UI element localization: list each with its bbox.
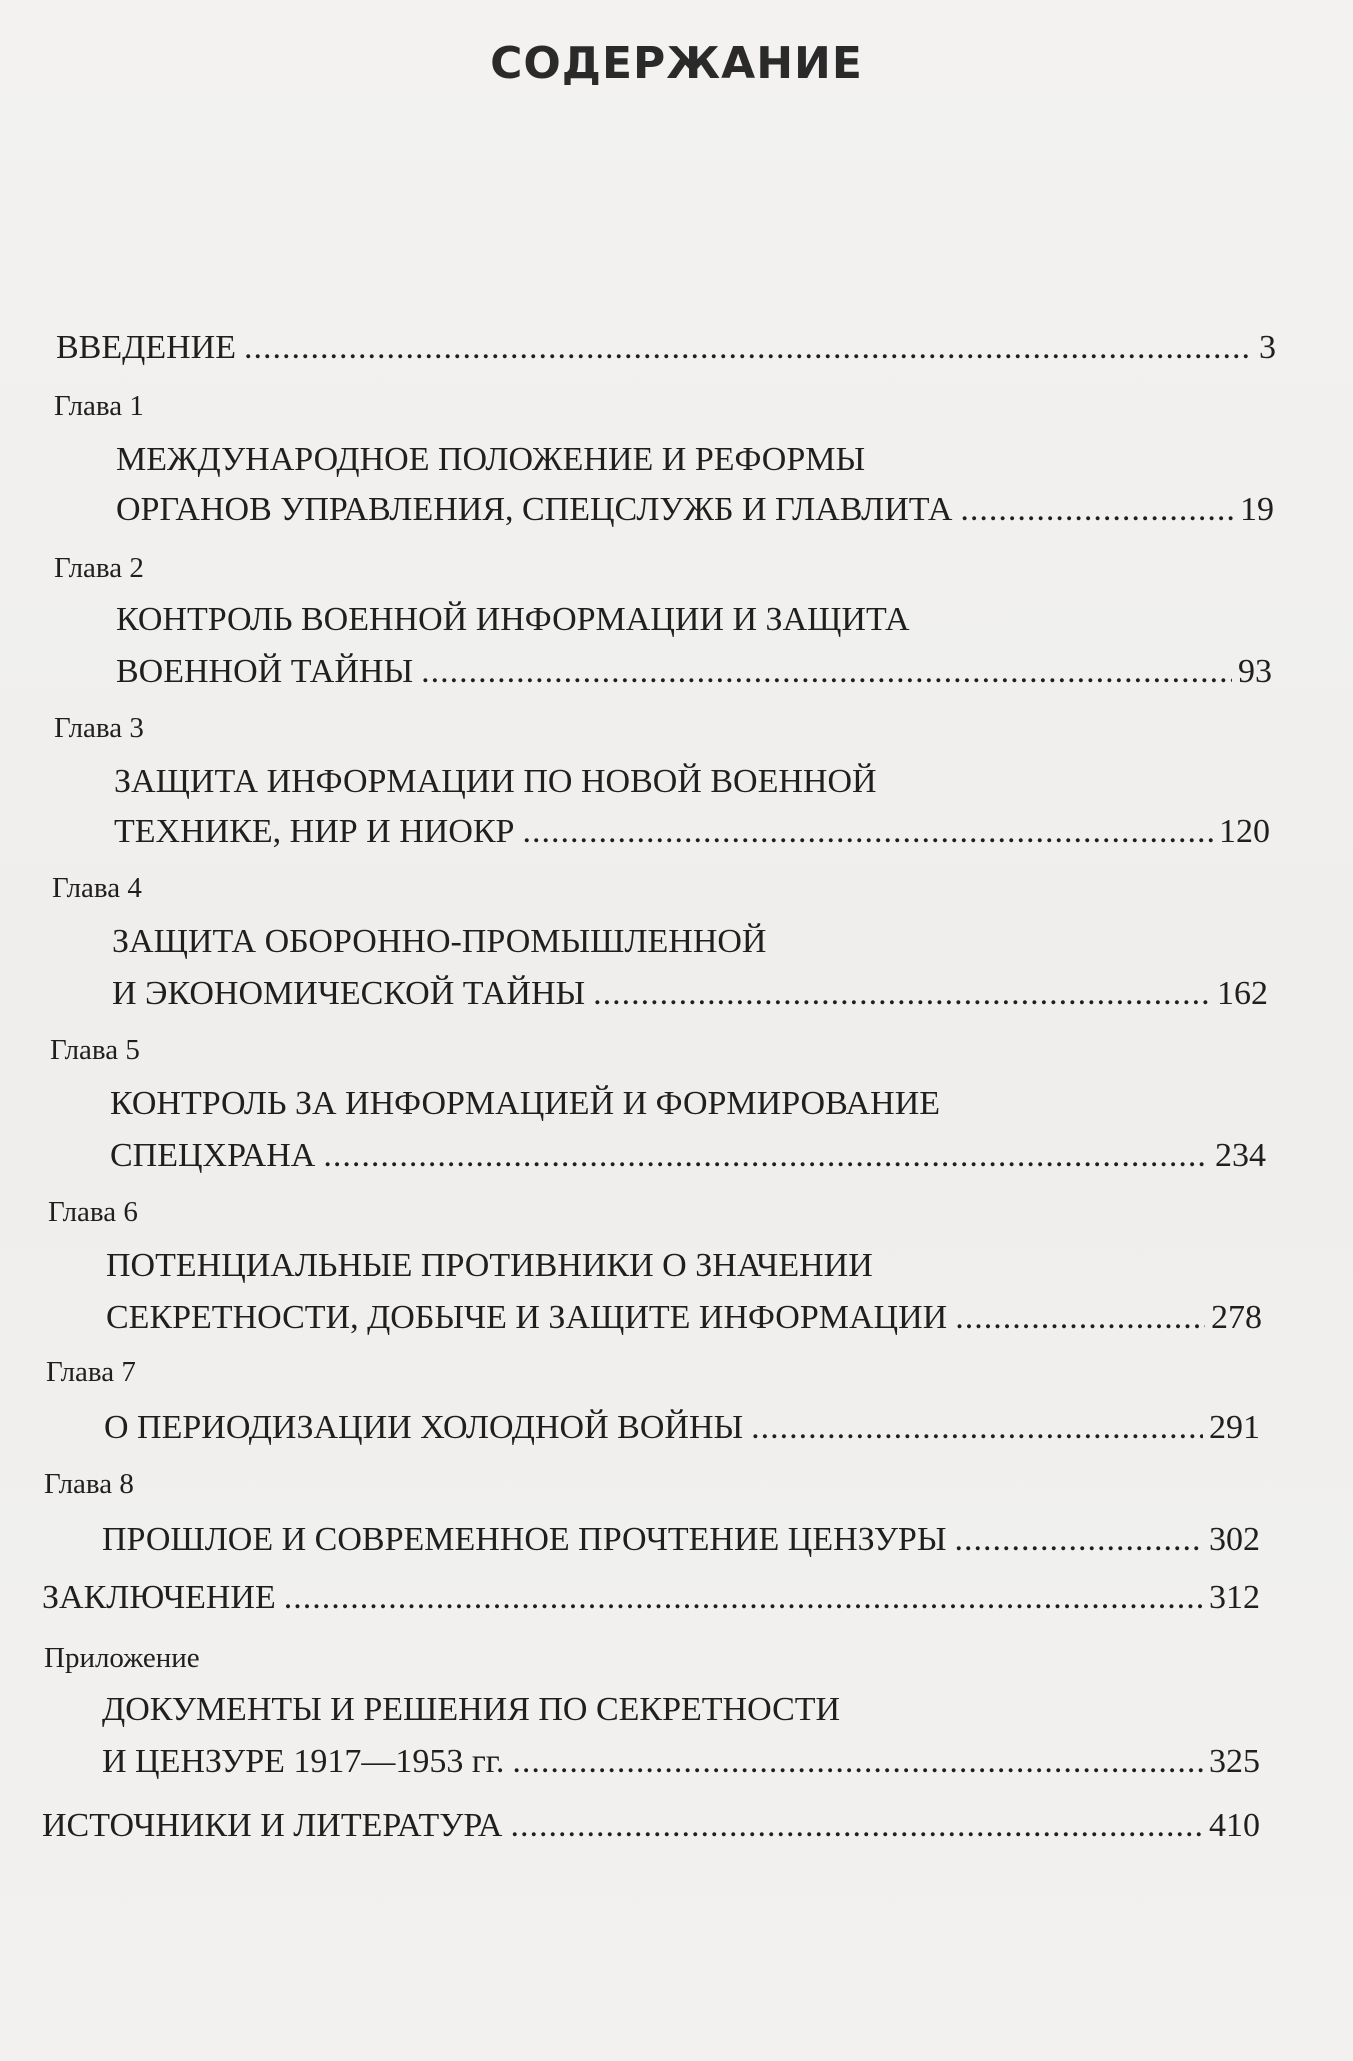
toc-page-number: 302: [1209, 1521, 1260, 1558]
chapter-title-3-line1: ЗАЩИТА ИНФОРМАЦИИ ПО НОВОЙ ВОЕННОЙ: [114, 763, 877, 800]
toc-page-number: 410: [1209, 1807, 1260, 1844]
toc-entry-appendix[interactable]: [102, 1742, 1260, 1782]
chapter-label-2: Глава 2: [54, 552, 144, 584]
chapter-title-4-line1: ЗАЩИТА ОБОРОННО-ПРОМЫШЛЕННОЙ: [112, 923, 767, 960]
chapter-title-8: ПРОШЛОЕ И СОВРЕМЕННОЕ ПРОЧТЕНИЕ ЦЕНЗУРЫ: [102, 1521, 947, 1558]
chapter-title-3-line2: ТЕХНИКЕ, НИР И НИОКР: [114, 813, 515, 850]
chapter-label-4: Глава 4: [52, 872, 142, 904]
leader-dots: [284, 1578, 1203, 1618]
appendix-title-line1: ДОКУМЕНТЫ И РЕШЕНИЯ ПО СЕКРЕТНОСТИ: [102, 1691, 841, 1728]
page-title: СОДЕРЖАНИЕ: [490, 38, 863, 89]
chapter-title-6-line1: ПОТЕНЦИАЛЬНЫЕ ПРОТИВНИКИ О ЗНАЧЕНИИ: [106, 1247, 873, 1284]
chapter-title-2-line2: ВОЕННОЙ ТАЙНЫ: [116, 653, 414, 690]
leader-dots: [244, 328, 1253, 368]
leader-dots: [510, 1806, 1203, 1846]
chapter-label-6: Глава 6: [48, 1196, 138, 1228]
toc-page-number: 162: [1217, 975, 1268, 1012]
toc-entry-chapter-1[interactable]: [116, 490, 1274, 530]
toc-entry-intro[interactable]: [56, 328, 1276, 368]
toc-page-number: 234: [1215, 1137, 1266, 1174]
toc-entry-conclusion[interactable]: [42, 1578, 1260, 1618]
toc-page-number: 312: [1209, 1579, 1260, 1616]
toc-entry-chapter-3[interactable]: [114, 812, 1270, 852]
toc-entry-title: ЗАКЛЮЧЕНИЕ: [42, 1579, 276, 1616]
leader-dots: [512, 1742, 1203, 1782]
toc-page-number: 291: [1209, 1409, 1260, 1446]
chapter-title-1-line1: МЕЖДУНАРОДНОЕ ПОЛОЖЕНИЕ И РЕФОРМЫ: [116, 441, 866, 478]
toc-entry-sources[interactable]: [42, 1806, 1260, 1846]
toc-entry-chapter-8[interactable]: [102, 1520, 1260, 1560]
leader-dots: [323, 1136, 1209, 1176]
toc-page-number: 278: [1211, 1299, 1262, 1336]
toc-page-number: 325: [1209, 1743, 1260, 1780]
leader-dots: [955, 1298, 1205, 1338]
leader-dots: [954, 1520, 1203, 1560]
toc-page-number: 120: [1219, 813, 1270, 850]
chapter-title-1-line2: ОРГАНОВ УПРАВЛЕНИЯ, СПЕЦСЛУЖБ И ГЛАВЛИТА: [116, 491, 953, 528]
leader-dots: [421, 652, 1232, 692]
chapter-label-1: Глава 1: [54, 390, 144, 422]
appendix-title-line2: И ЦЕНЗУРЕ 1917—1953 гг.: [102, 1743, 505, 1780]
toc-entry-chapter-4[interactable]: [112, 974, 1268, 1014]
toc-page-number: 19: [1240, 491, 1274, 528]
toc-entry-chapter-5[interactable]: [110, 1136, 1266, 1176]
chapter-title-2-line1: КОНТРОЛЬ ВОЕННОЙ ИНФОРМАЦИИ И ЗАЩИТА: [116, 601, 910, 638]
leader-dots: [522, 812, 1213, 852]
chapter-label-7: Глава 7: [46, 1356, 136, 1388]
leader-dots: [960, 490, 1234, 530]
toc-entry-chapter-6[interactable]: [106, 1298, 1262, 1338]
leader-dots: [593, 974, 1211, 1014]
chapter-title-5-line2: СПЕЦХРАНА: [110, 1137, 316, 1174]
chapter-title-4-line2: И ЭКОНОМИЧЕСКОЙ ТАЙНЫ: [112, 975, 586, 1012]
toc-entry-title: ИСТОЧНИКИ И ЛИТЕРАТУРА: [42, 1807, 503, 1844]
chapter-label-3: Глава 3: [54, 712, 144, 744]
toc-page-number: 93: [1238, 653, 1272, 690]
toc-page-number: 3: [1259, 329, 1276, 366]
chapter-title-7: О ПЕРИОДИЗАЦИИ ХОЛОДНОЙ ВОЙНЫ: [104, 1409, 744, 1446]
chapter-label-8: Глава 8: [44, 1468, 134, 1500]
chapter-label-5: Глава 5: [50, 1034, 140, 1066]
chapter-title-6-line2: СЕКРЕТНОСТИ, ДОБЫЧЕ И ЗАЩИТЕ ИНФОРМАЦИИ: [106, 1299, 948, 1336]
toc-entry-title: ВВЕДЕНИЕ: [56, 329, 236, 366]
toc-entry-chapter-7[interactable]: [104, 1408, 1260, 1448]
appendix-label: Приложение: [44, 1642, 200, 1674]
leader-dots: [751, 1408, 1203, 1448]
chapter-title-5-line1: КОНТРОЛЬ ЗА ИНФОРМАЦИЕЙ И ФОРМИРОВАНИЕ: [110, 1085, 941, 1122]
toc-entry-chapter-2[interactable]: [116, 652, 1272, 692]
